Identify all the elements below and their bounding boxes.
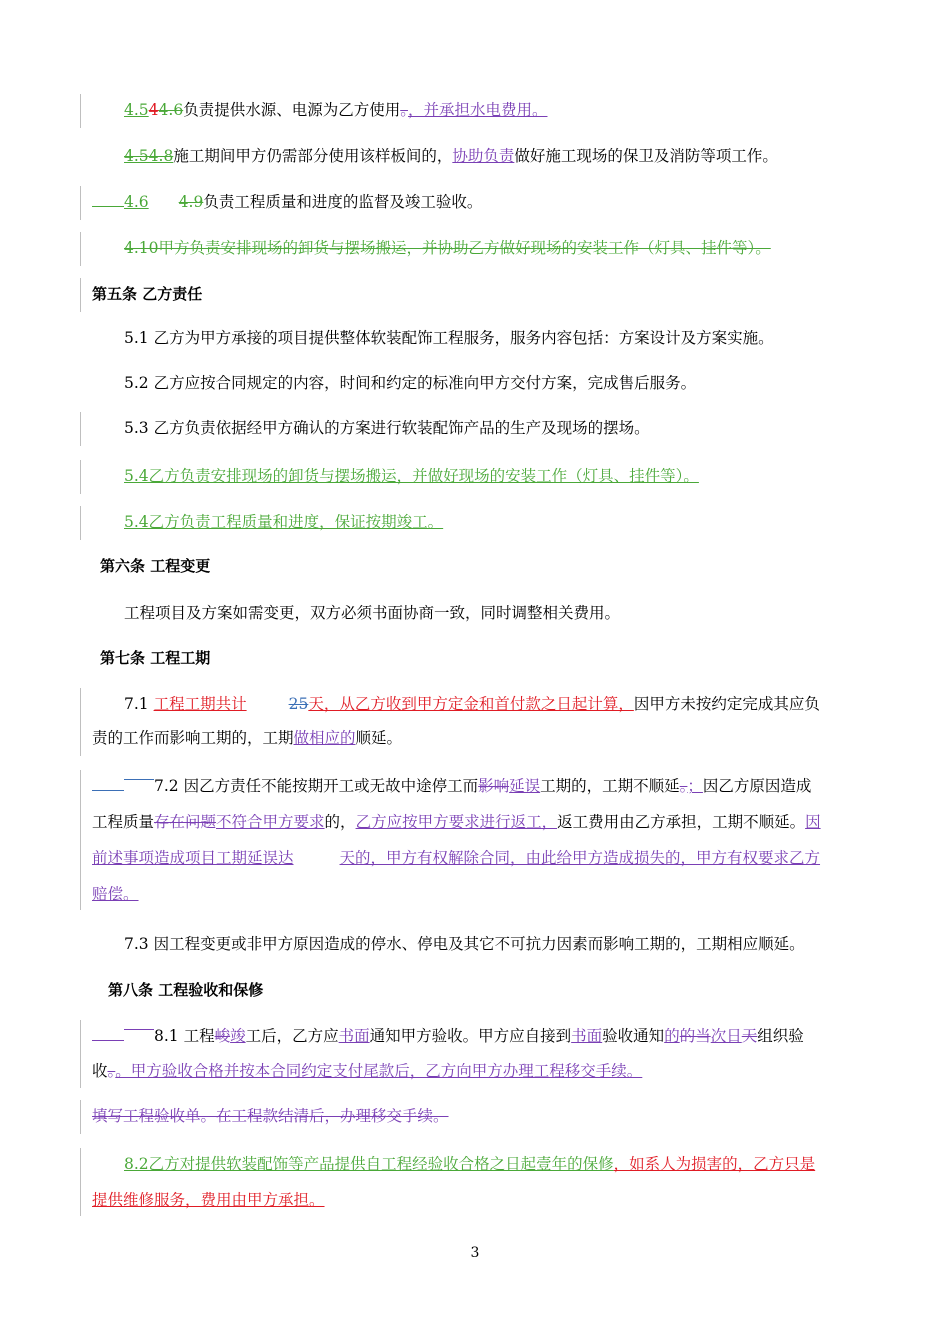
inserted-text: 不符合甲方要求 bbox=[216, 813, 325, 831]
inserted-text: 前述事项造成项目工期延误达 bbox=[92, 849, 294, 867]
body-text: 通知甲方验收。甲方应自接到 bbox=[369, 1027, 572, 1045]
body-text: 返工费用由乙方承担，工期不顺延。 bbox=[557, 813, 806, 831]
body-text: 5.2 乙方应按合同规定的内容，时间和约定的标准向甲方交付方案，完成售后服务。 bbox=[124, 374, 697, 392]
inserted-text: 8.2乙方对提供软装配饰等产品提供自工程经验收合格之日起壹年的保修 bbox=[124, 1155, 614, 1173]
inserted-text: 的 bbox=[664, 1027, 680, 1045]
body-text: 8.1 工程 bbox=[154, 1027, 215, 1045]
deleted-text: 。 bbox=[679, 777, 688, 795]
change-bar bbox=[80, 460, 81, 494]
inserted-text: 乙方应按甲方要求进行返工， bbox=[355, 813, 558, 831]
body-text: 工后，乙方应 bbox=[245, 1027, 339, 1045]
deleted-dash bbox=[124, 770, 154, 780]
body-text: 责的工作而影响工期的，工期 bbox=[92, 729, 294, 747]
clause-6-body bbox=[92, 597, 872, 630]
deleted-dash bbox=[124, 1020, 154, 1030]
deleted-text: 存在问题 bbox=[154, 813, 217, 831]
body-text: 工期的，工期不顺延 bbox=[540, 777, 680, 795]
inserted-blank bbox=[92, 191, 124, 208]
inserted-text: 因 bbox=[805, 813, 821, 831]
deleted-number: 4.6 bbox=[158, 101, 184, 119]
clause-7-1 bbox=[92, 688, 872, 721]
deleted-text: 峻 bbox=[214, 1027, 231, 1045]
clause-4-item-4-10-deleted bbox=[92, 232, 872, 265]
change-bar bbox=[80, 1148, 81, 1216]
inserted-text: 提供维修服务，费用由甲方承担。 bbox=[92, 1191, 325, 1209]
inserted-text: 延误 bbox=[509, 777, 541, 795]
inserted-text: ，并承担水电费用。 bbox=[407, 101, 548, 119]
clause-8-2-line2 bbox=[92, 1184, 872, 1217]
body-text: 5.3 乙方负责依据经甲方确认的方案进行软装配饰产品的生产及现场的摆场。 bbox=[124, 419, 650, 437]
inserted-text: 5.4乙方负责安排现场的卸货与摆场搬运，并做好现场的安装工作（灯具、挂件等）。 bbox=[124, 467, 699, 485]
body-text: 顺延。 bbox=[355, 729, 403, 747]
change-bar bbox=[80, 1100, 81, 1134]
change-bar bbox=[80, 412, 81, 446]
change-bar bbox=[80, 688, 81, 756]
body-text: 验收通知 bbox=[602, 1027, 665, 1045]
body-text: 做好施工现场的保卫及消防等项工作。 bbox=[514, 147, 778, 165]
change-bar bbox=[80, 232, 81, 266]
inserted-text: ； bbox=[687, 777, 703, 795]
clause-4-item-4-8 bbox=[92, 140, 872, 173]
change-bar bbox=[80, 770, 81, 910]
change-bar bbox=[80, 94, 81, 128]
revised-number: 4.54.8 bbox=[124, 147, 174, 165]
deleted-text: 。 bbox=[400, 101, 408, 119]
clause-7-1-line2 bbox=[92, 722, 872, 755]
clause-5-2 bbox=[92, 367, 872, 400]
body-text: 的， bbox=[324, 813, 356, 831]
deleted-number: 25 bbox=[288, 695, 309, 713]
inserted-text: 做相应的 bbox=[293, 729, 356, 747]
clause-5-3 bbox=[92, 412, 872, 445]
change-bar bbox=[80, 1020, 81, 1088]
deleted-text: 天 bbox=[741, 1027, 758, 1045]
deleted-text: 填写工程验收单。在工程款结清后，办理移交手续。 bbox=[92, 1107, 449, 1125]
inserted-text: 天的，甲方有权解除合同，由此给甲方造成损失的，甲方有权要求乙方 bbox=[339, 849, 821, 867]
clause-8-deleted-line bbox=[92, 1100, 872, 1133]
inserted-text: 。甲方验收合格并按本合同约定支付尾款后，乙方向甲方办理工程移交手续。 bbox=[115, 1062, 643, 1080]
change-bar bbox=[80, 186, 81, 220]
deleted-number: 4.9 bbox=[178, 193, 204, 211]
inserted-text: 天，从乙方收到甲方定金和首付款之日起计算， bbox=[308, 695, 634, 713]
change-bar bbox=[80, 278, 81, 312]
inserted-text: 5.4乙方负责工程质量和进度，保证按期竣工。 bbox=[124, 513, 444, 531]
deleted-text: 的当 bbox=[679, 1027, 711, 1045]
clause-5-heading: 第五条 乙方责任 bbox=[92, 285, 203, 303]
inserted-text: 工程工期共计 bbox=[153, 695, 247, 713]
body-text: 工程项目及方案如需变更，双方必须书面协商一致，同时调整相关费用。 bbox=[124, 604, 621, 622]
clause-7-2-line2 bbox=[92, 806, 872, 839]
inserted-number: 4.6 bbox=[124, 193, 149, 211]
inserted-text: 书面 bbox=[571, 1027, 603, 1045]
change-bar bbox=[80, 506, 81, 540]
clause-4-item-4-6 bbox=[92, 94, 872, 127]
clause-4-item-4-9 bbox=[92, 186, 872, 219]
page-number: 3 bbox=[470, 1245, 480, 1261]
body-text: 负责提供水源、电源为乙方使用 bbox=[183, 101, 401, 119]
clause-7-heading: 第七条 工程工期 bbox=[100, 649, 211, 667]
clause-8-1-line2 bbox=[92, 1055, 872, 1088]
deleted-text: 4.10甲方负责安排现场的卸货与摆场搬运，并协助乙方做好现场的安装工作（灯具、挂件等）。 bbox=[124, 239, 771, 257]
body-text: 负责工程质量和进度的监督及竣工验收。 bbox=[203, 193, 483, 211]
clause-5-1 bbox=[92, 322, 872, 355]
body-text: 因甲方未按约定完成其应负 bbox=[633, 695, 820, 713]
clause-7-2-line4 bbox=[92, 878, 872, 911]
body-text: 7.3 因工程变更或非甲方原因造成的停水、停电及其它不可抗力因素而影响工期的，工期相应顺延。 bbox=[124, 935, 805, 953]
inserted-number: 4.5 bbox=[124, 101, 149, 119]
inserted-text: 赔偿。 bbox=[92, 885, 139, 903]
clause-7-3 bbox=[92, 928, 872, 961]
inserted-blank bbox=[92, 1025, 124, 1042]
body-text: 组织验 bbox=[757, 1027, 804, 1045]
clause-6-heading: 第六条 工程变更 bbox=[100, 557, 211, 575]
inserted-text: 竣 bbox=[230, 1027, 246, 1045]
clause-8-1 bbox=[92, 1020, 872, 1053]
body-text: 7.2 因乙方责任不能按期开工或无故中途停工而 bbox=[154, 777, 479, 795]
deleted-number: 4 bbox=[148, 101, 159, 119]
clause-5-4-inserted bbox=[92, 460, 872, 493]
inserted-text: 书面 bbox=[338, 1027, 370, 1045]
body-text: 施工期间甲方仍需部分使用该样板间的， bbox=[173, 147, 453, 165]
inserted-text: 次日 bbox=[710, 1027, 742, 1045]
clause-number: 7.1 bbox=[124, 695, 154, 713]
deleted-text: 。 bbox=[107, 1062, 116, 1080]
body-text: 收 bbox=[92, 1062, 108, 1080]
clause-7-2-line3 bbox=[92, 842, 872, 875]
clause-7-2 bbox=[92, 770, 872, 803]
revised-text: 协助负责 bbox=[452, 147, 515, 165]
body-text: 5.1 乙方为甲方承接的项目提供整体软装配饰工程服务，服务内容包括：方案设计及方案实施。 bbox=[124, 329, 774, 347]
body-text: 工程质量 bbox=[92, 813, 155, 831]
inserted-blank bbox=[92, 775, 124, 792]
body-text: 因乙方原因造成 bbox=[702, 777, 812, 795]
inserted-text: ，如系人为损害的，乙方只是 bbox=[613, 1155, 816, 1173]
deleted-text: 影响 bbox=[478, 777, 510, 795]
clause-8-heading: 第八条 工程验收和保修 bbox=[108, 981, 264, 999]
clause-5-5-inserted bbox=[92, 506, 872, 539]
clause-8-2 bbox=[92, 1148, 872, 1181]
